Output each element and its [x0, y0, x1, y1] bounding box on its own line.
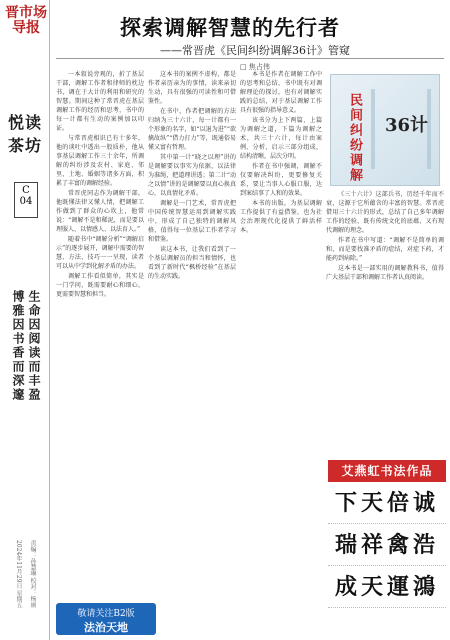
promo-banner[interactable]	[56, 603, 156, 635]
left-margin	[0, 0, 50, 640]
section-number	[14, 182, 38, 218]
section-letter: C	[22, 185, 30, 196]
paragraph: 作者在书中强调，调解不仅要解决纠纷，更要修复关系，要让当事人心服口服，达到案结事了人和的效果。	[240, 163, 322, 197]
calligraphy-line: 成天運鴻	[328, 566, 446, 608]
text-column-4	[326, 190, 444, 460]
paragraph: 本书的出版，为基层调解工作提供了有益借鉴，也为社会治理现代化提供了鲜活样本。	[240, 200, 322, 234]
edition-date: 2024年11月29日 星期五	[15, 540, 22, 609]
article-title: 探索调解智慧的先行者	[120, 15, 340, 40]
paragraph: 这本书是一部实用的调解教科书，值得广大基层干部和调解工作者认真阅读。	[326, 265, 444, 281]
slogan-line-1: 生命因阅读而丰盈	[27, 290, 41, 402]
paragraph: 该书分为上下两篇，上篇为调解之道，下篇为调解之术，共三十六计，每计由案例、分析、启示三部分组成，结构清晰，层次分明。	[240, 117, 322, 160]
paragraph: 在书中，作者把调解的方法归纳为三十六计，每一计都有一个形象的名字，如“以退为进”“欲擒故纵”“借力打力”等，既通俗易懂又富有哲理。	[148, 108, 236, 151]
calligraphy-panel	[328, 460, 446, 610]
text-column-3	[240, 70, 322, 510]
banner-line-2: 法治天地	[84, 621, 128, 634]
header-divider	[56, 58, 444, 59]
paragraph: 读这本书，让我们看到了一个基层调解员的担当和情怀，也看到了新时代“枫桥经验”在基层的生动实践。	[148, 246, 236, 280]
calligraphy-line: 瑞祥禽浩	[328, 524, 446, 566]
masthead-logo: 晋市场导报	[5, 5, 47, 36]
text-column-1	[56, 70, 144, 600]
paragraph: 一本叙说旁观的，折了基层干部，调解工作者和律师的枕边书，调在于大计的利用和研究的智慧。期间这种了常晋虎在基层调解工作的经历和思考，书中的每一计都有生动的案例加以印证。	[56, 71, 144, 132]
banner-line-1: 敬请关注B2版	[77, 609, 135, 619]
book-cover-title: 民间纠纷调解	[347, 93, 362, 183]
paragraph: 其中第一计“晓之以理”讲的是调解要以事实为依据，以法律为准绳，把道理讲透；第二计“动之以情”讲的是调解要以真心换真心，以真情化矛盾。	[148, 154, 236, 197]
text-column-2	[148, 70, 236, 600]
book-cover-badge: 36计	[385, 115, 429, 136]
article-subtitle: ——常晋虎《民间纠纷调解36计》管窥	[160, 44, 350, 57]
section-page: 04	[19, 196, 33, 207]
paragraph: 调解是一门艺术，常晋虎把中国传统智慧运用到调解实践中，形成了自己独特的调解风格，值得每一位基层工作者学习和借鉴。	[148, 200, 236, 243]
column-name: 悦读茶坊	[7, 113, 42, 155]
paragraph: 调解工作看似简单，其实是一门学问，既需要耐心和细心，更需要智慧和担当。	[56, 273, 144, 298]
paragraph: 《三十六计》这部兵书，历经千年而不衰，这源于它所蕴含的丰富的智慧。常晋虎借用三十六计的形式，总结了自己多年调解工作的经验，既有传统文化的底蕴，又有现代调解的理念。	[326, 191, 444, 234]
book-cover-image	[330, 74, 440, 186]
calligraphy-heading: 艾燕虹书法作品	[328, 460, 446, 482]
paragraph: 作者在书中写道：“调解不是简单的调和，而是要找准矛盾的症结，对症下药，才能药到病除。”	[326, 237, 444, 262]
paragraph: 本书是作者在调解工作中的思考和总结，书中既有对调解理论的探讨，也有对调解实践的总结，对于基层调解工作具有很强的指导意义。	[240, 71, 322, 114]
article-author: □ 焦占伟	[240, 63, 270, 71]
paragraph: 这本书的案例不虚构，都是作者亲历亲为的事情，读来亲切生动，具有很强的可读性和可借鉴性。	[148, 71, 236, 105]
paragraph: 随着书中“调解分析”“调解启示”的逐步展开，调解中需要的智慧、方法、技巧一一呈现，读者可以从中学到化解矛盾的办法。	[56, 236, 144, 270]
paragraph: 常晋虎同志作为调解干部，他既懂法律又懂人情，把调解工作做到了群众的心坎上，他常说：“调解不是和稀泥，而是要以理服人、以情感人、以法育人。”	[56, 190, 144, 233]
paragraph: 与常晋虎相识已有十多年，他的谈吐中透出一股质朴，他从事基层调解工作三十余年，所调解的纠纷涉及农村、家庭、邻里、土地、婚姻等诸多方面，积累了丰富的调解经验。	[56, 135, 144, 187]
calligraphy-line: 下天倍诚	[328, 482, 446, 524]
slogan-line-2: 博雅因书香而深邃	[11, 290, 25, 402]
editor-credits: 责编：孙慧琳 校对：杨丽	[29, 540, 36, 608]
